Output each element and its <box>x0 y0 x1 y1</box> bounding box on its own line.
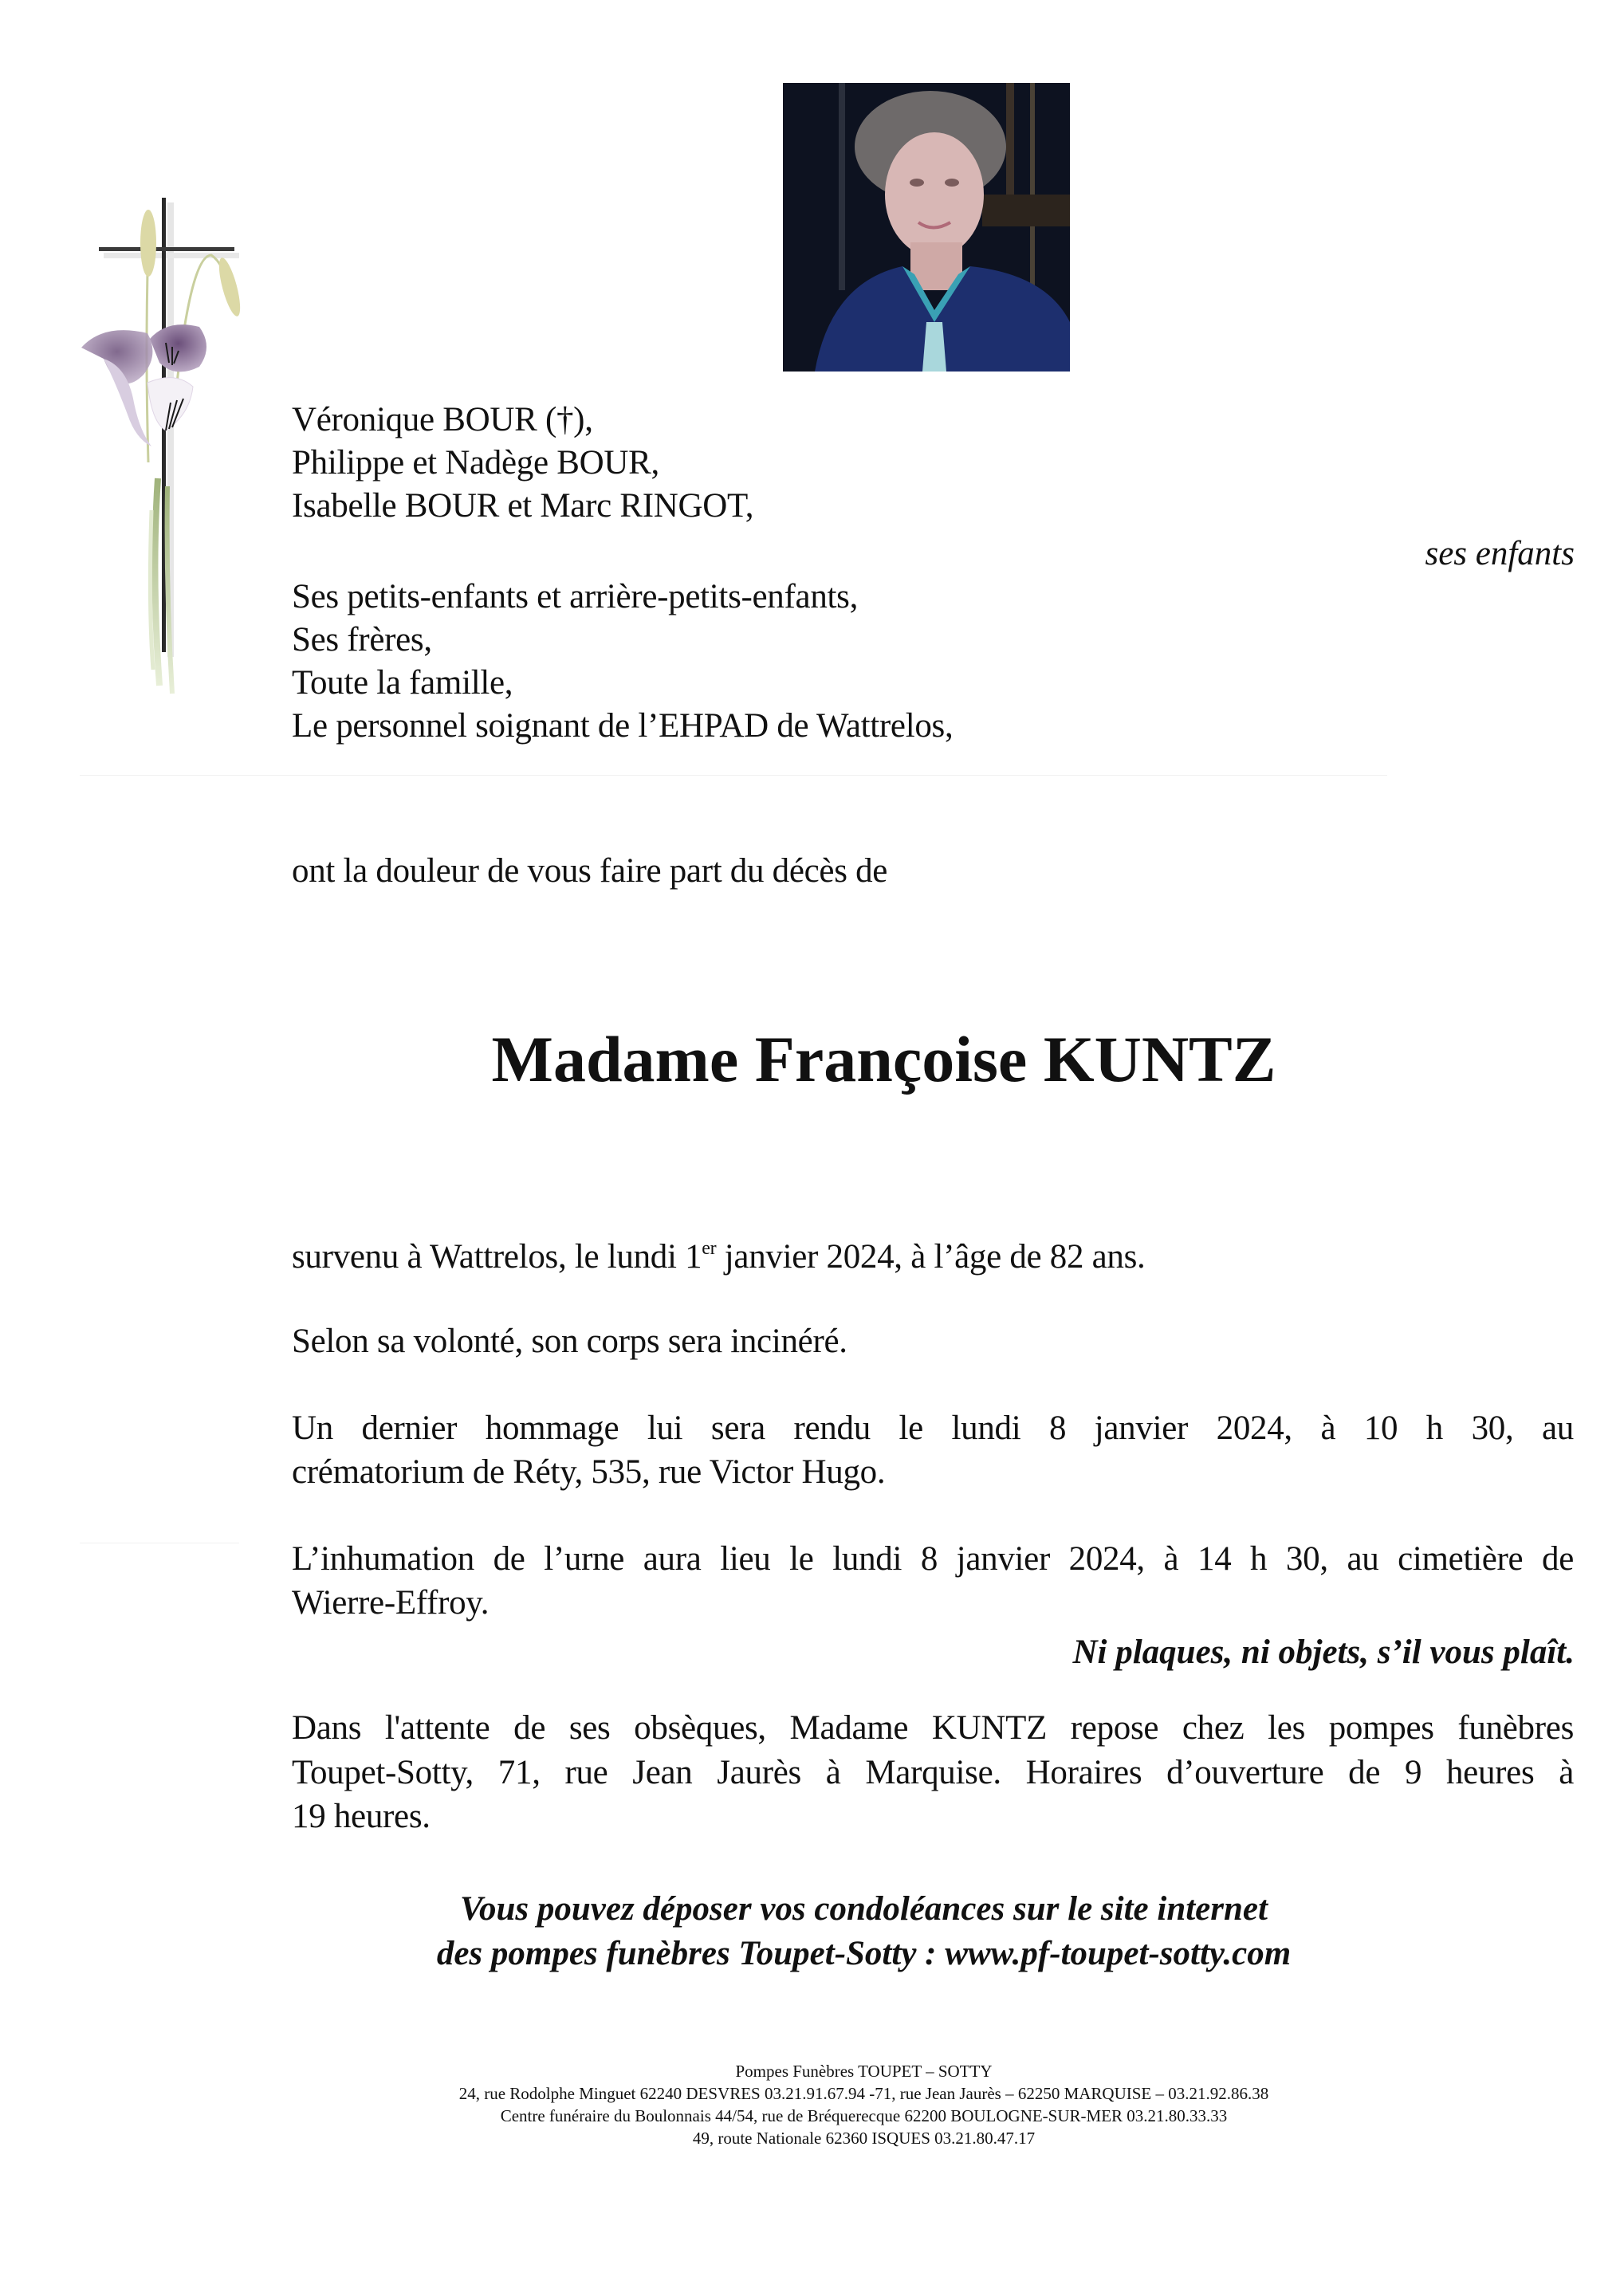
family-role-label: ses enfants <box>1425 535 1575 572</box>
relative-line: Ses petits-enfants et arrière-petits-enfants, <box>292 578 859 615</box>
portrait-photo <box>783 83 1070 372</box>
death-text-sup: er <box>702 1237 717 1259</box>
footer-address: 49, route Nationale 62360 ISQUES 03.21.80.47.17 <box>692 2129 1036 2148</box>
death-details <box>292 1236 1146 1279</box>
tribute-line-1: Un dernier hommage lui sera rendu le lundi 8 janvier 2024, à 10 h 30, au <box>292 1409 1574 1447</box>
announcement-text: ont la douleur de vous faire part du décès de <box>292 852 888 890</box>
burial-line-1: L’inhumation de l’urne aura lieu le lundi 8 janvier 2024, à 14 h 30, au cimetière de <box>292 1540 1574 1578</box>
relative-line: Toute la famille, <box>292 664 513 702</box>
faint-divider <box>80 775 1387 776</box>
rest-line-2: Toupet-Sotty, 71, rue Jean Jaurès à Marquise. Horaires d’ouverture de 9 heures à <box>292 1754 1574 1791</box>
death-text-before: survenu à Wattrelos, le lundi 1 <box>292 1238 702 1276</box>
tribute-line-2: crématorium de Réty, 535, rue Victor Hugo. <box>292 1453 886 1491</box>
condolences-line-1: Vous pouvez déposer vos condoléances sur le site internet <box>460 1890 1268 1928</box>
rest-line-3: 19 heures. <box>292 1798 431 1835</box>
footer-address: 24, rue Rodolphe Minguet 62240 DESVRES 03.21.91.67.94 -71, rue Jean Jaurès – 62250 MARQUISE – 03.21.92.86.38 <box>458 2084 1269 2103</box>
family-member: Philippe et Nadège BOUR, <box>292 444 659 482</box>
footer-address: Centre funéraire du Boulonnais 44/54, rue de Bréquerecque 62200 BOULOGNE-SUR-MER 03.21.80.33.33 <box>500 2106 1228 2125</box>
cross-lily-decoration <box>72 191 255 702</box>
family-member: Isabelle BOUR et Marc RINGOT, <box>292 487 754 525</box>
no-flowers-note: Ni plaques, ni objets, s’il vous plaît. <box>1072 1634 1575 1671</box>
rest-line-1: Dans l'attente de ses obsèques, Madame KUNTZ repose chez les pompes funèbres <box>292 1709 1574 1747</box>
family-member: Véronique BOUR (†), <box>292 401 593 438</box>
portrait-image <box>783 83 1070 372</box>
wish-text: Selon sa volonté, son corps sera incinéré. <box>292 1323 847 1360</box>
burial-line-2: Wierre-Effroy. <box>292 1584 490 1622</box>
footer-company: Pompes Funèbres TOUPET – SOTTY <box>735 2062 993 2081</box>
relative-line: Ses frères, <box>292 621 432 659</box>
relative-line: Le personnel soignant de l’EHPAD de Wattrelos, <box>292 707 954 745</box>
condolences-link[interactable]: des pompes funèbres Toupet-Sotty : www.pf-toupet-sotty.com <box>436 1935 1292 1972</box>
death-text-after: janvier 2024, à l’âge de 82 ans. <box>716 1238 1146 1276</box>
deceased-name: Madame Françoise KUNTZ <box>491 1023 1276 1095</box>
cross-icon <box>72 191 255 702</box>
